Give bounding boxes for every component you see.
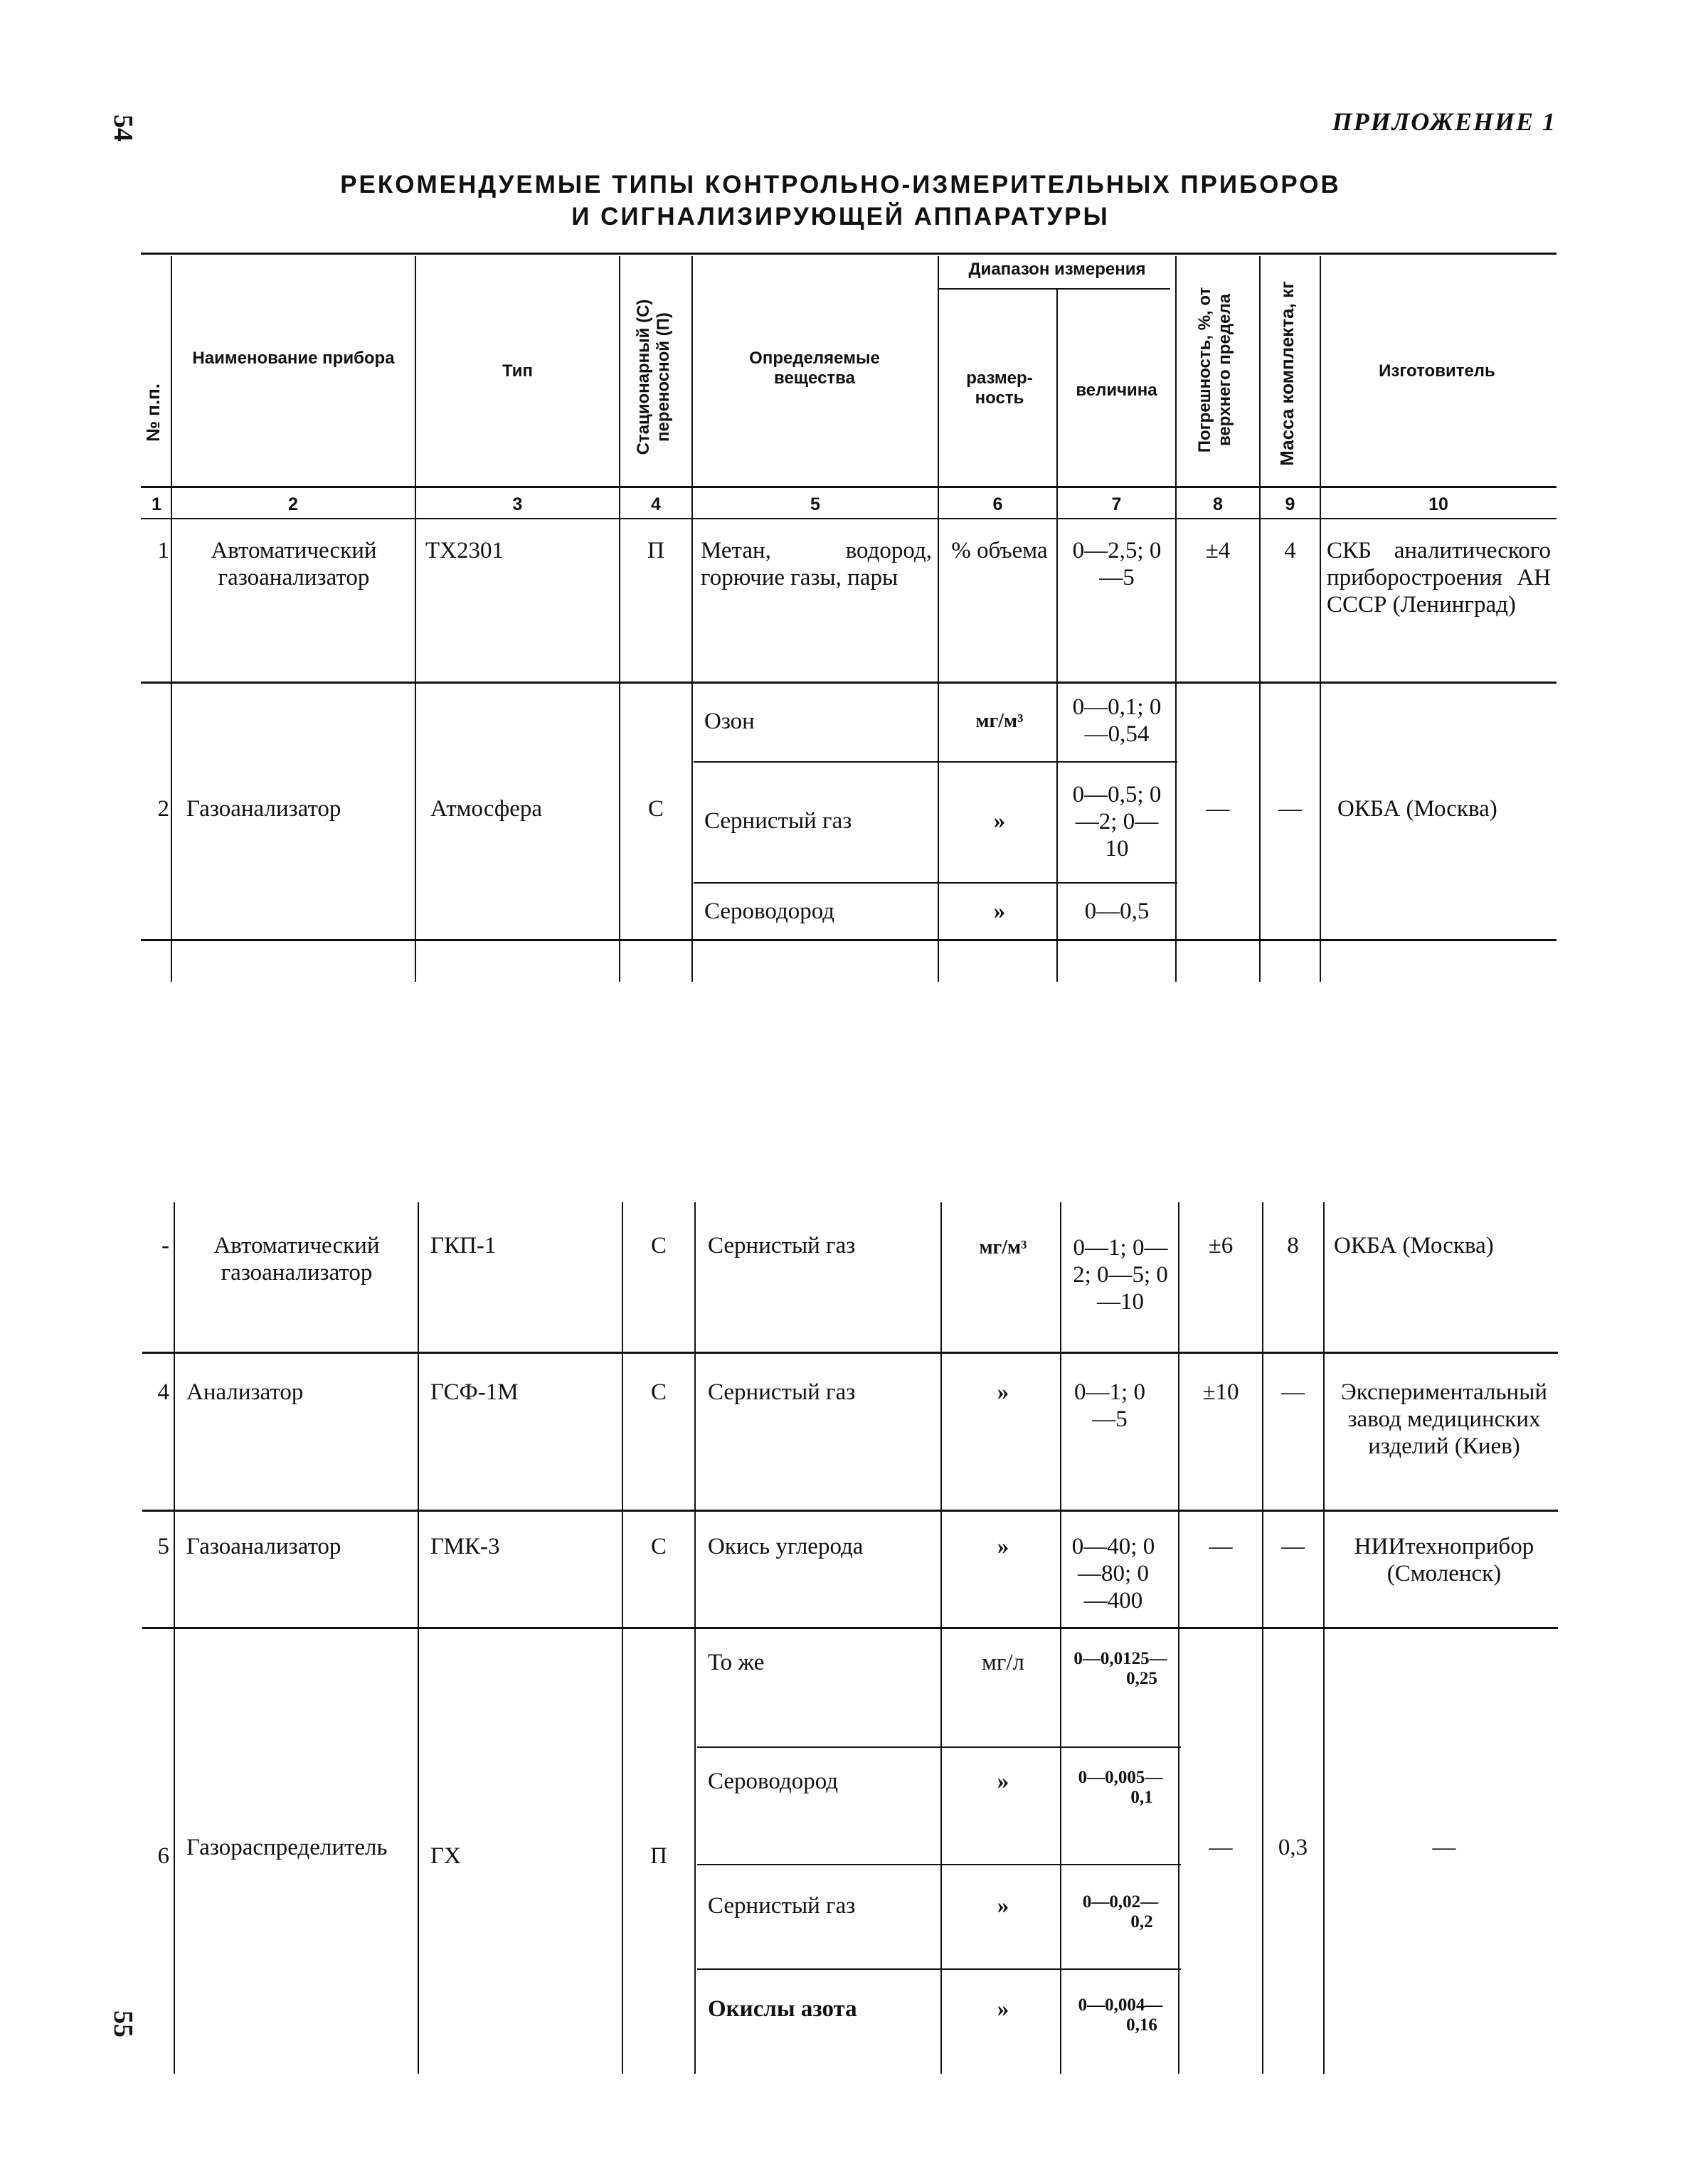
device-type: Атмосфера bbox=[430, 796, 543, 822]
maker: СКБ аналитического приборостроения АН СССР (Ленинград) bbox=[1327, 538, 1551, 617]
unit: » bbox=[993, 808, 1006, 834]
row-num: - bbox=[161, 1233, 169, 1258]
unit: » bbox=[997, 1769, 1009, 1794]
range: 0—1; 0—5 bbox=[1074, 1379, 1145, 1432]
header-error-a: Погрешность, %, от bbox=[1195, 287, 1214, 453]
header-num: № п.п. bbox=[142, 383, 164, 442]
substances: Метан, водород, горючие газы, пары bbox=[701, 538, 932, 590]
mass: 0,3 bbox=[1278, 1835, 1308, 1860]
header-type: Тип bbox=[502, 361, 533, 381]
device-name: Анализатор bbox=[186, 1379, 304, 1405]
header-mass: Масса комплекта, кг bbox=[1276, 281, 1298, 466]
row-num: 1 bbox=[157, 538, 169, 563]
rule bbox=[141, 486, 1557, 488]
rule bbox=[141, 253, 1557, 255]
range bbox=[1064, 1649, 1177, 1689]
row-num: 5 bbox=[157, 1534, 169, 1559]
unit: » bbox=[993, 898, 1006, 924]
unit: » bbox=[997, 1379, 1009, 1405]
header-range-group: Диапазон измерения bbox=[968, 260, 1146, 279]
range: 0—40; 0—80; 0—400 bbox=[1071, 1534, 1155, 1613]
mass: 8 bbox=[1287, 1233, 1299, 1258]
substance: Сернистый газ bbox=[704, 808, 852, 834]
header-value: величина bbox=[1076, 381, 1157, 400]
range-line: 0,2 bbox=[1130, 1912, 1153, 1931]
range bbox=[1064, 1995, 1177, 2035]
substance: Окислы азота bbox=[708, 1996, 857, 2022]
error: — bbox=[1209, 1835, 1233, 1860]
maker: НИИтехноприбор (Смоленск) bbox=[1354, 1534, 1534, 1586]
col-number: 4 bbox=[651, 494, 661, 514]
unit: » bbox=[997, 1534, 1009, 1559]
header-mode-b: переносной (П) bbox=[654, 312, 673, 442]
appendix-label: ПРИЛОЖЕНИЕ 1 bbox=[1332, 107, 1557, 136]
range: 0—0,5; 0—2; 0—10 bbox=[1072, 782, 1162, 862]
error: — bbox=[1209, 1534, 1233, 1559]
col-number: 8 bbox=[1213, 494, 1223, 514]
mass: — bbox=[1278, 796, 1302, 822]
range-line: 0,16 bbox=[1126, 2015, 1157, 2035]
col-number: 9 bbox=[1285, 494, 1295, 514]
unit: мг/м³ bbox=[979, 1236, 1027, 1258]
header-substances: Определяемые вещества bbox=[749, 349, 880, 388]
device-name: Газоанализатор bbox=[186, 1534, 341, 1559]
device-type: ТХ2301 bbox=[425, 538, 504, 563]
mass: — bbox=[1281, 1534, 1305, 1559]
unit: » bbox=[997, 1893, 1009, 1919]
device-mode: С bbox=[650, 1233, 667, 1258]
row-num: 2 bbox=[157, 796, 169, 822]
device-name: Газораспределитель bbox=[186, 1835, 388, 1860]
title-line-1: РЕКОМЕНДУЕМЫЕ ТИПЫ КОНТРОЛЬНО-ИЗМЕРИТЕЛЬНЫХ ПРИБОРОВ bbox=[340, 171, 1341, 198]
unit: мг/м³ bbox=[975, 710, 1024, 732]
range bbox=[1064, 1768, 1177, 1808]
rule bbox=[939, 288, 1170, 290]
header-mode bbox=[634, 274, 677, 480]
range-line: 0,1 bbox=[1130, 1788, 1153, 1807]
range-line: 0—0,004— bbox=[1078, 1995, 1163, 2015]
device-name: Автоматический газоанализатор bbox=[211, 538, 377, 590]
col-number: 2 bbox=[288, 494, 298, 514]
range: 0—0,1; 0—0,54 bbox=[1072, 694, 1162, 747]
maker: — bbox=[1432, 1835, 1456, 1860]
rule bbox=[694, 882, 1177, 884]
rule bbox=[141, 518, 1557, 519]
device-name: Газоанализатор bbox=[186, 796, 341, 822]
device-type: ГСФ-1М bbox=[430, 1379, 519, 1405]
substance: То же bbox=[708, 1650, 765, 1675]
device-mode: С bbox=[650, 1534, 667, 1559]
col-number: 5 bbox=[810, 494, 820, 514]
unit: % объема bbox=[951, 538, 1048, 563]
col-number: 10 bbox=[1428, 494, 1448, 514]
range-line: 0—0,02— bbox=[1082, 1892, 1159, 1912]
row-num: 6 bbox=[157, 1843, 169, 1869]
rule bbox=[141, 682, 1557, 684]
error: — bbox=[1206, 796, 1230, 822]
row-num: 4 bbox=[157, 1379, 169, 1405]
page-number-top: 54 bbox=[108, 115, 138, 142]
device-mode: П bbox=[650, 1843, 667, 1869]
unit: » bbox=[997, 1996, 1009, 2022]
title-line-2: И СИГНАЛИЗИРУЮЩЕЙ АППАРАТУРЫ bbox=[571, 203, 1110, 230]
range bbox=[1064, 1892, 1177, 1932]
device-mode: С bbox=[647, 796, 664, 822]
maker: ОКБА (Москва) bbox=[1334, 1233, 1494, 1258]
range-line: 0—0,0125— bbox=[1073, 1649, 1167, 1668]
substance: Сероводород bbox=[704, 898, 835, 924]
header-mode-a: Стационарный (С) bbox=[634, 299, 653, 455]
header-unit: размер-ность bbox=[966, 369, 1033, 408]
substance: Сернистый газ bbox=[708, 1233, 856, 1258]
device-name: Автоматический газоанализатор bbox=[213, 1233, 380, 1286]
device-type: ГКП-1 bbox=[430, 1233, 497, 1258]
error: ±6 bbox=[1208, 1233, 1234, 1258]
error: ±10 bbox=[1202, 1379, 1239, 1405]
unit: мг/л bbox=[981, 1650, 1025, 1675]
range-line: 0,25 bbox=[1126, 1669, 1157, 1688]
substance: Озон bbox=[704, 709, 755, 734]
maker: Экспериментальный завод медицинских изделий (Киев) bbox=[1340, 1379, 1548, 1459]
error: ±4 bbox=[1205, 538, 1231, 563]
substance: Сероводород bbox=[708, 1769, 839, 1794]
substance: Окись углерода bbox=[708, 1534, 864, 1559]
range-line: 0—0,005— bbox=[1078, 1768, 1163, 1787]
mass: — bbox=[1281, 1379, 1305, 1405]
substance: Сернистый газ bbox=[708, 1893, 856, 1919]
device-type: ГХ bbox=[430, 1843, 461, 1869]
col-number: 1 bbox=[152, 494, 161, 514]
maker: ОКБА (Москва) bbox=[1337, 796, 1497, 822]
col-number: 3 bbox=[512, 494, 523, 514]
substance: Сернистый газ bbox=[708, 1379, 856, 1405]
range: 0—0,5 bbox=[1084, 898, 1150, 924]
header-error bbox=[1195, 267, 1238, 473]
col-number: 6 bbox=[992, 494, 1003, 514]
col-number: 7 bbox=[1111, 494, 1122, 514]
device-mode: П bbox=[647, 538, 664, 563]
range: 0—2,5; 0—5 bbox=[1072, 538, 1162, 590]
header-maker: Изготовитель bbox=[1379, 361, 1495, 381]
mass: 4 bbox=[1284, 538, 1296, 563]
header-error-b: верхнего предела bbox=[1215, 294, 1234, 447]
header-name: Наименование прибора bbox=[192, 349, 395, 368]
range: 0—1; 0—2; 0—5; 0—10 bbox=[1073, 1235, 1168, 1315]
rule bbox=[694, 761, 1177, 763]
page-number-bottom: 55 bbox=[108, 2010, 138, 2037]
device-type: ГМК-3 bbox=[430, 1534, 500, 1559]
rule bbox=[141, 939, 1557, 941]
device-mode: С bbox=[650, 1379, 667, 1405]
